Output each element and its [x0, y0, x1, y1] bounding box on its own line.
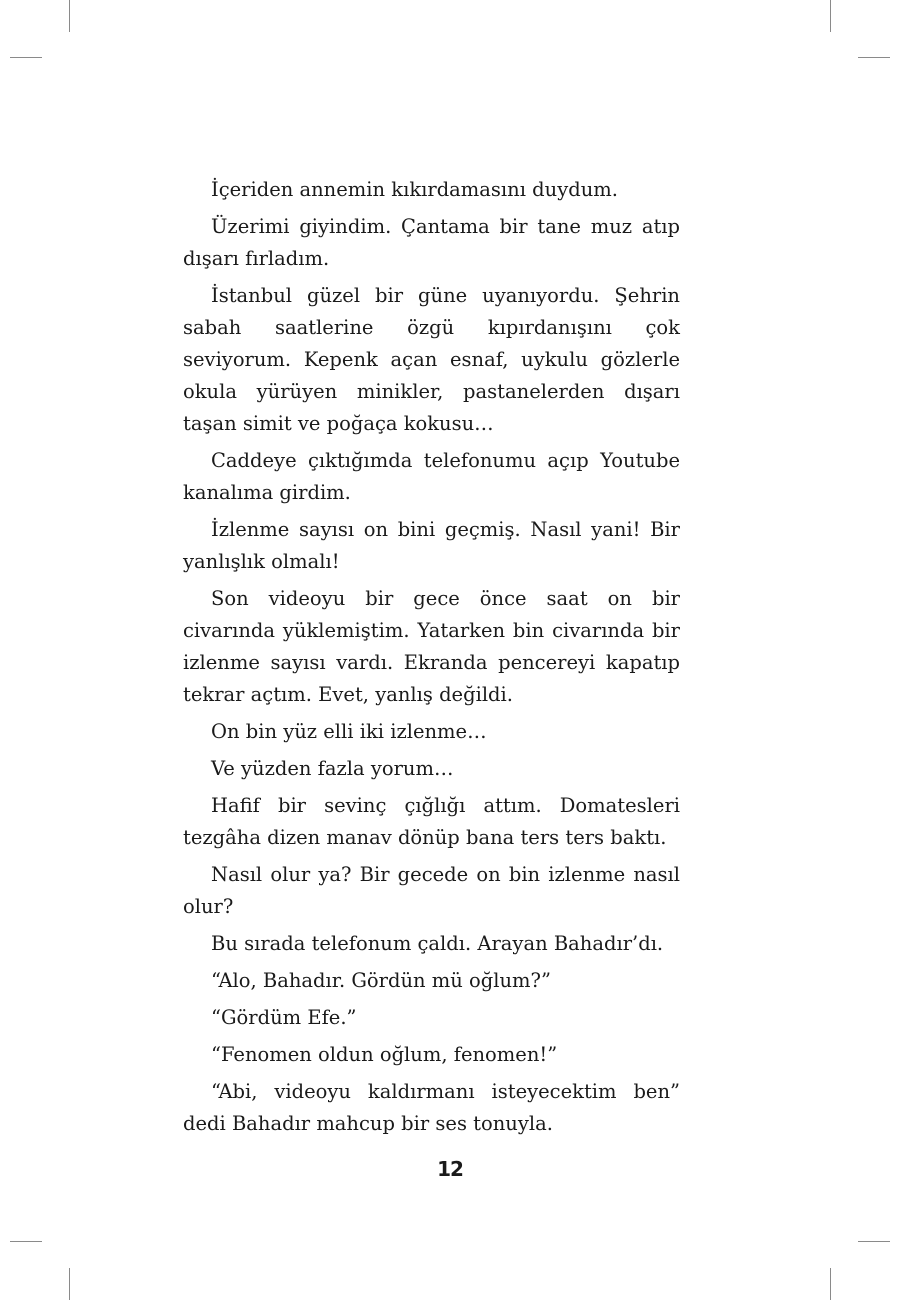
- paragraph: “Fenomen oldun oğlum, fenomen!”: [211, 1043, 558, 1066]
- paragraph: Üzerimi giyindim. Çantama bir tane muz atıp dışarı fırladım.: [183, 215, 680, 270]
- paragraph: İzlenme sayısı on bini geçmiş. Nasıl yani! Bir yanlışlık olmalı!: [183, 518, 680, 573]
- crop-mark-bottom-right-vertical: [830, 1268, 831, 1300]
- paragraph: Bu sırada telefonum çaldı. Arayan Bahadır’dı.: [211, 932, 664, 955]
- paragraph: Caddeye çıktığımda telefonumu açıp Youtube kanalıma girdim.: [183, 449, 680, 504]
- page-number: 12: [437, 1157, 463, 1181]
- crop-mark-bottom-left-horizontal: [10, 1241, 42, 1242]
- paragraph: “Abi, videoyu kaldırmanı isteyecektim ben” dedi Bahadır mahcup bir ses tonuyla.: [183, 1080, 680, 1135]
- paragraph: “Gördüm Efe.”: [211, 1006, 357, 1029]
- crop-mark-top-left-vertical: [69, 0, 70, 32]
- crop-mark-top-left-horizontal: [10, 57, 42, 58]
- paragraph: Nasıl olur ya? Bir gecede on bin izlenme nasıl olur?: [183, 863, 680, 918]
- crop-mark-top-right-vertical: [830, 0, 831, 32]
- paragraph: Ve yüzden fazla yorum…: [211, 757, 454, 780]
- paragraph: Son videoyu bir gece önce saat on bir civarında yüklemiştim. Yatarken bin civarında bir izlenme sayısı vardı. Ekranda pencereyi kapatıp tekrar açtım. Evet, yanlış değildi.: [183, 587, 680, 706]
- crop-mark-bottom-right-horizontal: [858, 1241, 890, 1242]
- paragraph: On bin yüz elli iki izlenme…: [211, 720, 487, 743]
- paragraph: İçeriden annemin kıkırdamasını duydum.: [211, 178, 618, 201]
- crop-mark-top-right-horizontal: [858, 57, 890, 58]
- paragraph: İstanbul güzel bir güne uyanıyordu. Şehrin sabah saatlerine özgü kıpırdanışını çok seviyorum. Kepenk açan esnaf, uykulu gözlerle okula yürüyen minikler, pastanelerden dışarı taşan simit ve poğaça kokusu…: [183, 284, 680, 435]
- paragraph: Hafif bir sevinç çığlığı attım. Domatesleri tezgâha dizen manav dönüp bana ters ters baktı.: [183, 794, 680, 849]
- paragraph: “Alo, Bahadır. Gördün mü oğlum?”: [211, 969, 551, 992]
- body-text: [183, 174, 680, 1145]
- crop-mark-bottom-left-vertical: [69, 1268, 70, 1300]
